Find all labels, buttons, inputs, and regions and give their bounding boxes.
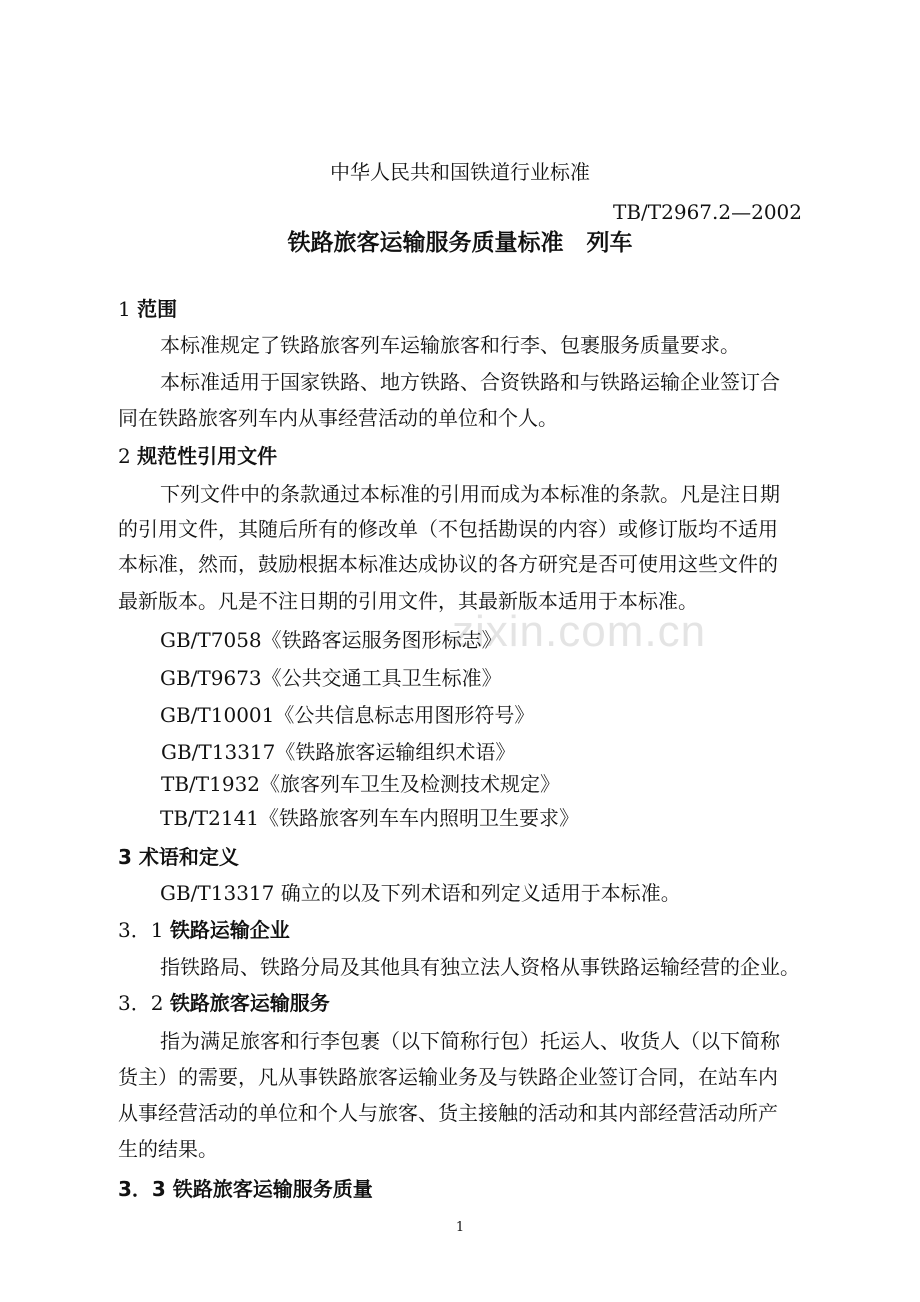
issuing-organization: 中华人民共和国铁道行业标准: [330, 160, 590, 184]
section-3-1-heading: [118, 918, 290, 942]
section-3-3-heading: 3．3 铁路旅客运输服务质量: [118, 1177, 373, 1201]
section-3-1-number: 3．1: [118, 918, 170, 942]
s1-paragraph-2-line-1: 本标准适用于国家铁路、地方铁路、合资铁路和与铁路运输企业签订合: [160, 370, 780, 394]
reference-item: TB/T2141《铁路旅客列车车内照明卫生要求》: [160, 806, 580, 830]
section-2-heading: [118, 444, 277, 468]
reference-item: GB/T9673《公共交通工具卫生标准》: [160, 666, 502, 690]
reference-item: GB/T7058《铁路客运服务图形标志》: [160, 628, 502, 652]
standard-code: TB/T2967.2—2002: [613, 200, 802, 224]
s2-paragraph-line-1: 下列文件中的条款通过本标准的引用而成为本标准的条款。凡是注日期: [160, 482, 780, 506]
s3-2-paragraph-line-1: 指为满足旅客和行李包裹（以下简称行包）托运人、收货人（以下简称: [160, 1029, 780, 1053]
s3-1-paragraph: 指铁路局、铁路分局及其他具有独立法人资格从事铁路运输经营的企业。: [160, 955, 800, 979]
s1-paragraph-1: 本标准规定了铁路旅客列车运输旅客和行李、包裹服务质量要求。: [160, 333, 740, 357]
reference-item: TB/T1932《旅客列车卫生及检测技术规定》: [161, 772, 561, 796]
section-3-heading: 3 术语和定义: [118, 845, 239, 869]
section-3-1-title: 铁路运输企业: [169, 918, 290, 942]
section-3-2-title: 铁路旅客运输服务: [169, 991, 330, 1015]
s3-2-paragraph-line-3: 从事经营活动的单位和个人与旅客、货主接触的活动和其内部经营活动所产: [118, 1101, 778, 1125]
section-1-heading: [118, 297, 177, 321]
watermark: zixin.com.cn: [452, 607, 707, 656]
s2-paragraph-line-2: 的引用文件，其随后所有的修改单（不包括勘误的内容）或修订版均不适用: [118, 517, 778, 541]
section-2-number: 2: [118, 444, 138, 468]
section-3-2-heading: [118, 991, 330, 1015]
reference-item: GB/T13317《铁路旅客运输组织术语》: [161, 740, 516, 764]
section-1-title: 范围: [137, 297, 178, 321]
section-3-2-number: 3．2: [118, 991, 170, 1015]
s2-paragraph-line-4: 最新版本。凡是不注日期的引用文件，其最新版本适用于本标准。: [118, 589, 698, 613]
section-2-title: 规范性引用文件: [137, 444, 278, 468]
s3-paragraph: GB/T13317 确立的以及下列术语和列定义适用于本标准。: [160, 881, 681, 905]
section-1-number: 1: [118, 297, 138, 321]
s3-2-paragraph-line-2: 货主）的需要，凡从事铁路旅客运输业务及与铁路企业签订合同，在站车内: [118, 1065, 778, 1089]
s1-paragraph-2-line-2: 同在铁路旅客列车内从事经营活动的单位和个人。: [118, 406, 558, 430]
s2-paragraph-line-3: 本标准，然而，鼓励根据本标准达成协议的各方研究是否可使用这些文件的: [118, 552, 778, 576]
document-title: 铁路旅客运输服务质量标准 列车: [287, 230, 633, 256]
reference-item: GB/T10001《公共信息标志用图形符号》: [160, 703, 535, 727]
s3-2-paragraph-line-4: 生的结果。: [118, 1137, 218, 1161]
page-number: 1: [455, 1220, 465, 1235]
